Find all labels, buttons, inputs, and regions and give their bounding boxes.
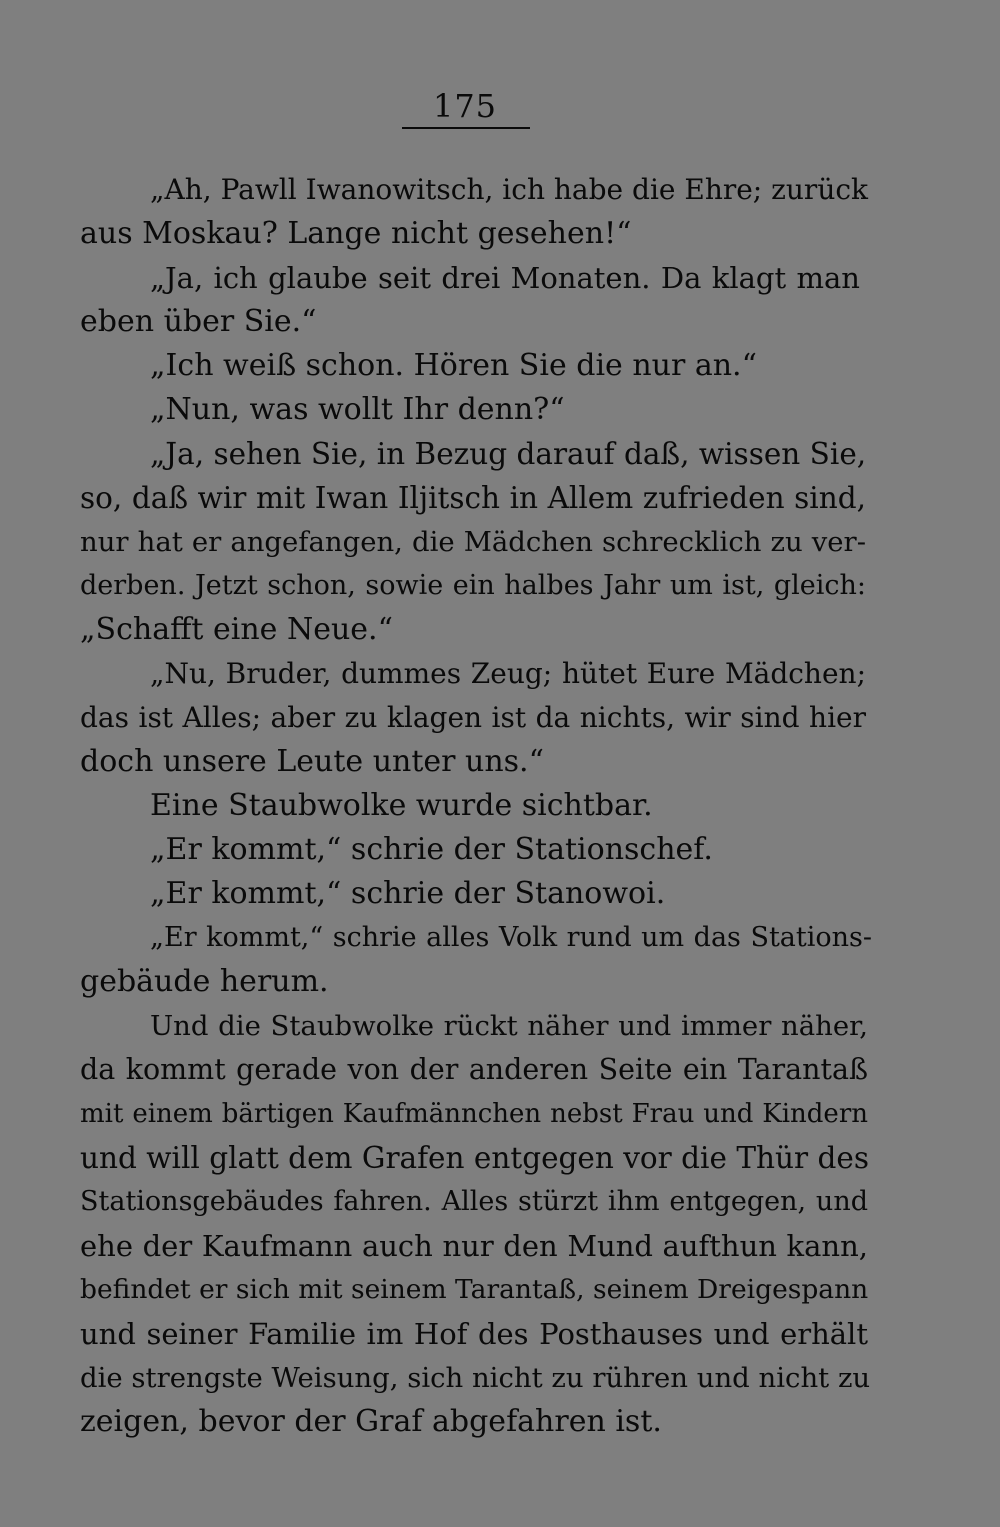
text-line: doch unsere Leute unter uns.“ [80,744,544,779]
text-line: „Nu, Bruder, dummes Zeug; hütet Eure Mädchen; [150,657,866,690]
text-line: „Ich weiß schon. Hören Sie die nur an.“ [150,348,757,383]
text-line: „Er kommt,“ schrie alles Volk rund um das Stations- [150,922,872,953]
text-line: „Nun, was wollt Ihr denn?“ [150,392,565,427]
text-line: Eine Staubwolke wurde sichtbar. [150,788,653,823]
text-line: „Er kommt,“ schrie der Stationschef. [150,832,713,867]
text-line: so, daß wir mit Iwan Iljitsch in Allem zufrieden sind, [80,481,866,515]
text-line: „Ja, sehen Sie, in Bezug darauf daß, wissen Sie, [150,437,867,471]
text-line: „Ah, Pawll Iwanowitsch, ich habe die Ehre; zurück [150,173,868,206]
text-line: eben über Sie.“ [80,304,317,339]
text-line: „Er kommt,“ schrie der Stanowoi. [150,876,666,911]
text-line: mit einem bärtigen Kaufmännchen nebst Frau und Kindern [80,1099,868,1129]
text-line: das ist Alles; aber zu klagen ist da nichts, wir sind hier [80,701,866,734]
text-line: derben. Jetzt schon, sowie ein halbes Jahr um ist, gleich: [80,570,866,601]
text-line: und seiner Familie im Hof des Posthauses und erhält [80,1317,868,1351]
text-line: und will glatt dem Grafen entgegen vor die Thür des [80,1141,869,1175]
header-rule [402,127,530,129]
text-line: Stationsgebäudes fahren. Alles stürzt ihm entgegen, und [80,1186,868,1217]
text-line: zeigen, bevor der Graf abgefahren ist. [80,1404,662,1439]
text-line: nur hat er angefangen, die Mädchen schrecklich zu ver- [80,526,866,558]
text-line: „Schafft eine Neue.“ [80,612,393,647]
text-line: befindet er sich mit seinem Tarantaß, seinem Dreigespann [80,1274,869,1305]
text-line: „Ja, ich glaube seit drei Monaten. Da klagt man [150,261,860,295]
text-line: aus Moskau? Lange nicht gesehen!“ [80,216,632,251]
page-number: 175 [432,87,498,125]
text-line: Und die Staubwolke rückt näher und immer näher, [150,1010,868,1042]
text-line: die strengste Weisung, sich nicht zu rühren und nicht zu [80,1362,871,1394]
text-line: gebäude herum. [80,964,329,999]
text-line: da kommt gerade von der anderen Seite ein Tarantaß [80,1053,868,1086]
text-line: ehe der Kaufmann auch nur den Mund aufthun kann, [80,1229,868,1263]
